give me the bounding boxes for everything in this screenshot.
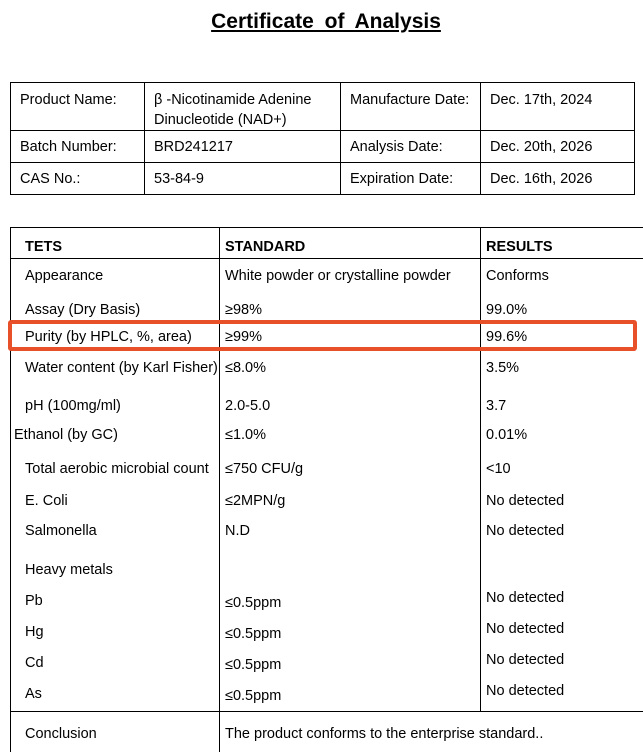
test-standard: White powder or crystalline powder	[220, 259, 481, 291]
test-result: No detected	[481, 486, 643, 516]
cas-value: 53-84-9	[145, 163, 341, 195]
table-row	[11, 352, 643, 389]
analysis-date-label: Analysis Date:	[341, 131, 481, 163]
test-name: As	[11, 678, 220, 712]
cas-label: CAS No.:	[11, 163, 145, 195]
test-result: No detected	[481, 585, 643, 616]
document-title: Certificate of Analysis	[211, 10, 441, 33]
test-name: Cd	[11, 647, 220, 678]
test-standard: ≤0.5ppm	[220, 585, 481, 616]
test-result: No detected	[481, 616, 643, 647]
test-name: Hg	[11, 616, 220, 647]
test-standard: ≤1.0%	[220, 420, 481, 452]
info-row	[11, 131, 635, 163]
table-row	[11, 616, 643, 647]
analysis-date-value: Dec. 20th, 2026	[481, 131, 635, 163]
header-results: RESULTS	[481, 228, 643, 259]
table-row	[11, 291, 643, 322]
product-name-value	[145, 83, 341, 131]
test-results-table	[10, 227, 643, 752]
test-standard: ≤0.5ppm	[220, 647, 481, 678]
header-test: TETS	[11, 228, 220, 259]
purity-row-highlight	[8, 320, 637, 351]
table-row	[11, 420, 643, 452]
test-standard: ≤0.5ppm	[220, 616, 481, 647]
test-standard: ≥98%	[220, 291, 481, 322]
test-result: <10	[481, 452, 643, 486]
test-standard: ≥99%	[220, 322, 481, 352]
test-name: Water content (by Karl Fisher)	[11, 352, 220, 389]
table-row	[11, 647, 643, 678]
test-standard: ≤2MPN/g	[220, 486, 481, 516]
table-row	[11, 452, 643, 486]
test-name: Purity (by HPLC, %, area)	[11, 322, 220, 352]
table-row	[11, 585, 643, 616]
product-name-line1: β -Nicotinamide Adenine	[154, 92, 312, 108]
conclusion-text: The product conforms to the enterprise standard..	[220, 712, 643, 752]
header-standard: STANDARD	[220, 228, 481, 259]
batch-number-label: Batch Number:	[11, 131, 145, 163]
table-row	[11, 389, 643, 420]
test-result: Conforms	[481, 259, 643, 291]
product-name-line2: Dinucleotide (NAD+)	[154, 112, 287, 128]
product-info-table	[10, 82, 635, 195]
test-name: Ethanol (by GC)	[11, 420, 220, 452]
info-row	[11, 163, 635, 195]
test-result: 3.5%	[481, 352, 643, 389]
conclusion-row	[11, 712, 643, 752]
test-name: Appearance	[11, 259, 220, 291]
test-name: Salmonella	[11, 516, 220, 545]
expiration-date-label: Expiration Date:	[341, 163, 481, 195]
test-name: E. Coli	[11, 486, 220, 516]
test-result: No detected	[481, 647, 643, 678]
test-name: pH (100mg/ml)	[11, 389, 220, 420]
info-row	[11, 83, 635, 131]
manufacture-date-label: Manufacture Date:	[341, 83, 481, 131]
test-standard: ≤750 CFU/g	[220, 452, 481, 486]
table-row	[11, 516, 643, 545]
table-row	[11, 486, 643, 516]
table-header-row	[11, 228, 643, 259]
heavy-metals-header-row	[11, 545, 643, 585]
heavy-metals-label: Heavy metals	[11, 545, 220, 585]
batch-number-value: BRD241217	[145, 131, 341, 163]
test-result: No detected	[481, 516, 643, 545]
table-row	[11, 678, 643, 712]
test-name: Total aerobic microbial count	[11, 452, 220, 486]
test-name: Assay (Dry Basis)	[11, 291, 220, 322]
test-name: Pb	[11, 585, 220, 616]
test-result: 99.0%	[481, 291, 643, 322]
test-result: No detected	[481, 678, 643, 712]
expiration-date-value: Dec. 16th, 2026	[481, 163, 635, 195]
test-standard: 2.0-5.0	[220, 389, 481, 420]
test-result: 3.7	[481, 389, 643, 420]
conclusion-label: Conclusion	[11, 712, 220, 752]
table-row	[11, 259, 643, 291]
product-name-label: Product Name:	[11, 83, 145, 131]
test-standard: ≤0.5ppm	[220, 678, 481, 712]
test-result: 0.01%	[481, 420, 643, 452]
test-standard: N.D	[220, 516, 481, 545]
test-result: 99.6%	[481, 322, 643, 352]
manufacture-date-value: Dec. 17th, 2024	[481, 83, 635, 131]
test-standard: ≤8.0%	[220, 352, 481, 389]
